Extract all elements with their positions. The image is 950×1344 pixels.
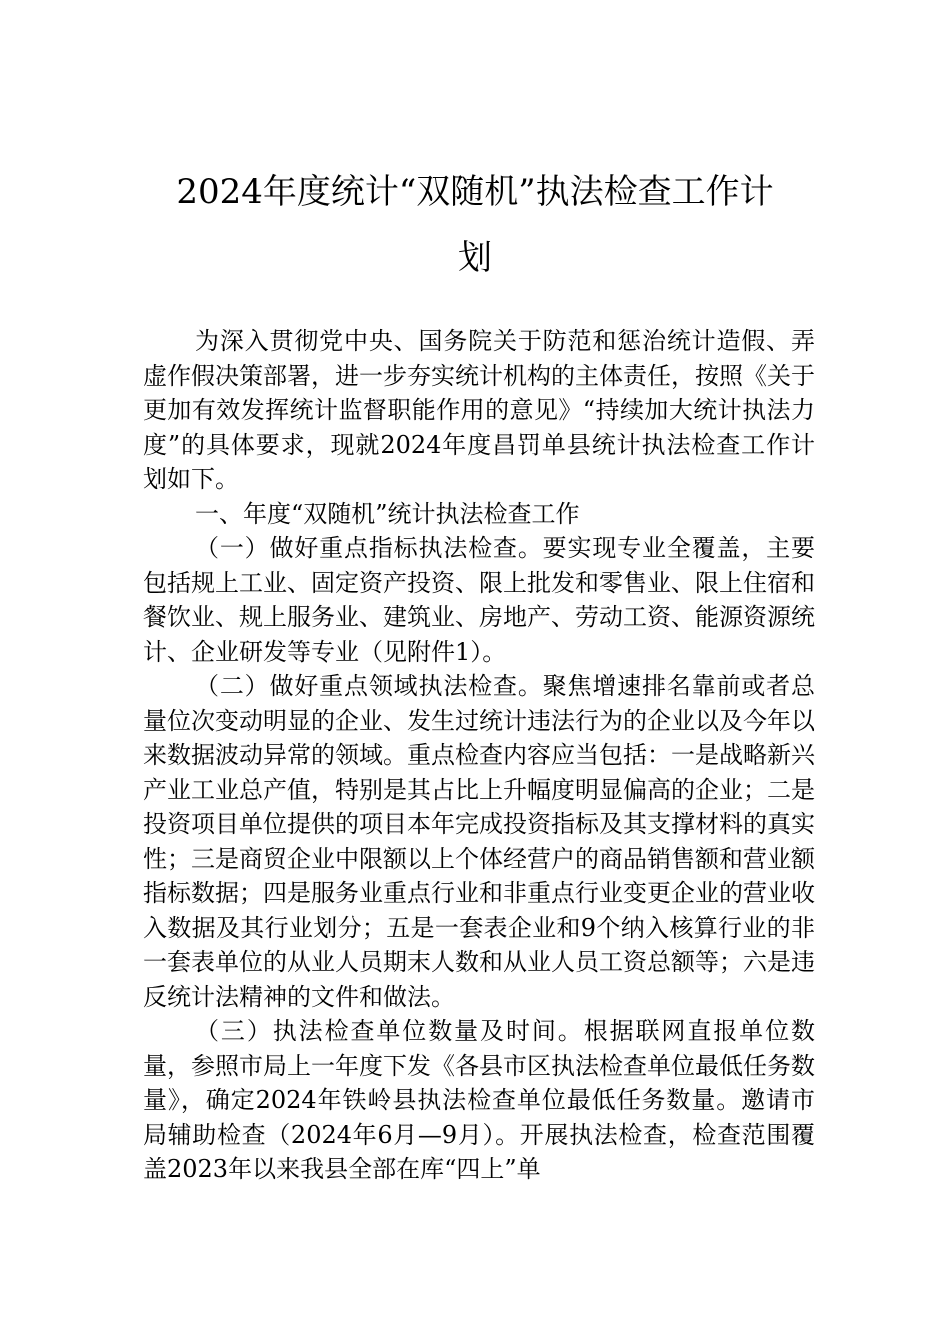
section-heading: 一、年度“双随机”统计执法检查工作 [195, 499, 580, 528]
paragraph-key-areas: （二）做好重点领域执法检查。聚焦增速排名靠前或者总量位次变动明显的企业、发生过统计违法行为的企业以及今年以来数据波动异常的领域。重点检查内容应当包括：一是战略新兴产业工业总产值，特别是其占比上升幅度明显偏高的企业；二是投资项目单位提供的项目本年完成投资指标及其支撑材料的真实性；三是商贸企业中限额以上个体经营户的商品销售额和营业额指标数据；四是服务业重点行业和非重点行业变更企业的营业收入数据及其行业划分；五是一套表企业和9个纳入核算行业的非一套表单位的从业人员期末人数和从业人员工资总额等；六是违反统计法精神的文件和做法。 [143, 672, 815, 1011]
intro-paragraph: 为深入贯彻党中央、国务院关于防范和惩治统计造假、弄虚作假决策部署，进一步夯实统计机构的主体责任，按照《关于更加有效发挥统计监督职能作用的意见》“持续加大统计执法力度”的具体要求，现就2024年度昌罚单县统计执法检查工作计划如下。 [143, 327, 815, 493]
paragraph-unit-count-and-time: （三）执法检查单位数量及时间。根据联网直报单位数量，参照市局上一年度下发《各县市区执法检查单位最低任务数量》，确定2024年铁岭县执法检查单位最低任务数量。邀请市局辅助检查（2024年6月—9月）。开展执法检查，检查范围覆盖2023年以来我县全部在库“四上”单 [143, 1017, 815, 1183]
document-body [143, 324, 815, 1187]
document-title-line-1: 2024年度统计“双随机”执法检查工作计 [176, 172, 774, 212]
paragraph-key-indicators: （一）做好重点指标执法检查。要实现专业全覆盖，主要包括规上工业、固定资产投资、限上批发和零售业、限上住宿和餐饮业、规上服务业、建筑业、房地产、劳动工资、能源资源统计、企业研发等专业（见附件1）。 [143, 534, 815, 666]
document-title-line-2: 划 [458, 238, 492, 278]
